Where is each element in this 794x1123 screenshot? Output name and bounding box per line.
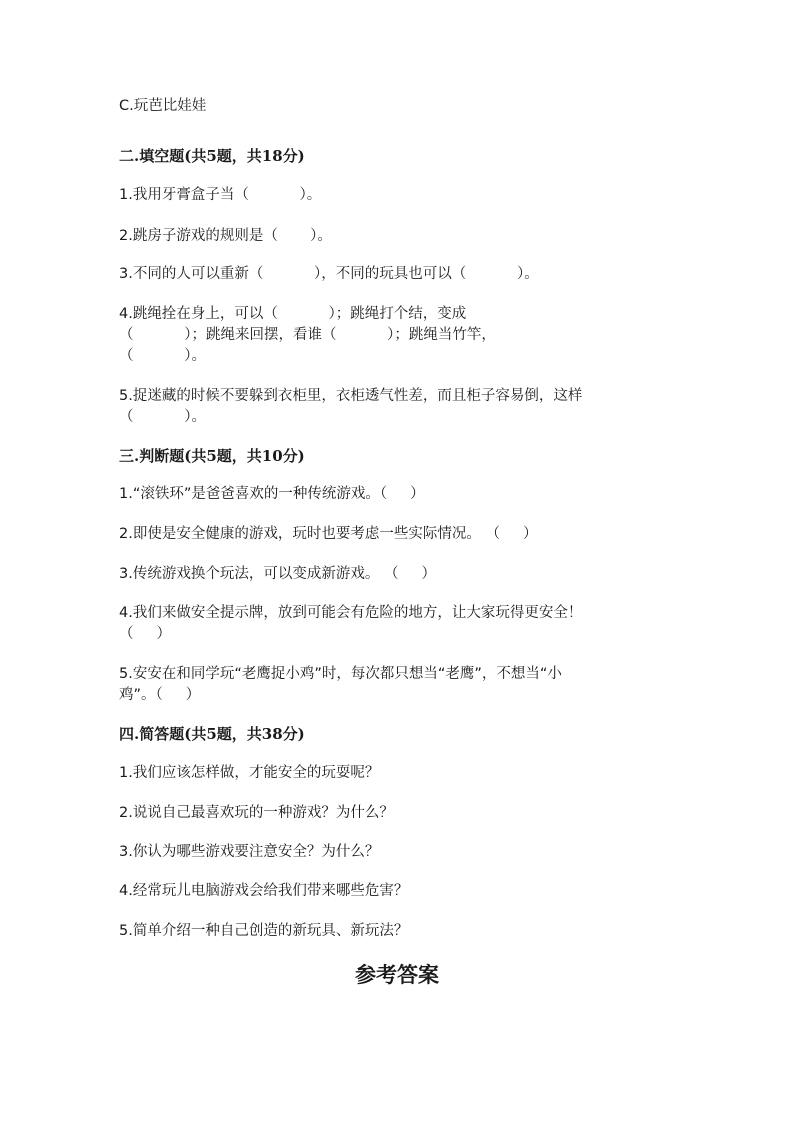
answer-key-title: 参考答案 [355, 962, 439, 987]
fill-blank-q5-line2: （ ）。 [119, 409, 206, 425]
true-false-q5-line1: 5.安安在和同学玩“老鹰捉小鸡”时，每次都只想当“老鹰”，不想当“小 [119, 666, 562, 682]
section-4-title: 四.简答题(共5题，共38分) [119, 725, 305, 743]
true-false-q4-line2: （ ） [119, 626, 172, 642]
true-false-q3: 3.传统游戏换个玩法，可以变成新游戏。 （ ） [119, 566, 436, 582]
fill-blank-q4-line2: （ ）；跳绳来回摆，看谁（ ）；跳绳当竹竿， [119, 327, 496, 343]
fill-blank-q3: 3.不同的人可以重新（ ），不同的玩具也可以（ ）。 [119, 266, 539, 282]
short-answer-q2: 2.说说自己最喜欢玩的一种游戏？为什么？ [119, 805, 394, 821]
short-answer-q4: 4.经常玩儿电脑游戏会给我们带来哪些危害？ [119, 883, 409, 899]
fill-blank-q1: 1.我用牙膏盒子当（ ）。 [119, 187, 322, 203]
true-false-q4-line1: 4.我们来做安全提示牌，放到可能会有危险的地方，让大家玩得更安全！ [119, 605, 583, 621]
fill-blank-q2: 2.跳房子游戏的规则是（ ）。 [119, 228, 332, 244]
short-answer-q1: 1.我们应该怎样做，才能安全的玩耍呢？ [119, 765, 380, 781]
true-false-q1: 1.“滚铁环”是爸爸喜欢的一种传统游戏。（ ） [119, 486, 425, 502]
short-answer-q5: 5.简单介绍一种自己创造的新玩具、新玩法？ [119, 923, 409, 939]
option-c: C.玩芭比娃娃 [119, 98, 207, 114]
section-3-title: 三.判断题(共5题，共10分) [119, 447, 305, 465]
fill-blank-q4-line1: 4.跳绳拴在身上，可以（ ）；跳绳打个结，变成 [119, 306, 467, 322]
short-answer-q3: 3.你认为哪些游戏要注意安全？为什么？ [119, 844, 380, 860]
true-false-q5-line2: 鸡”。（ ） [119, 687, 201, 703]
true-false-q2: 2.即使是安全健康的游戏，玩时也要考虑一些实际情况。 （ ） [119, 526, 538, 542]
fill-blank-q5-line1: 5.捉迷藏的时候不要躲到衣柜里，衣柜透气性差，而且柜子容易倒，这样 [119, 388, 583, 404]
fill-blank-q4-line3: （ ）。 [119, 348, 206, 364]
section-2-title: 二.填空题(共5题，共18分) [119, 147, 305, 165]
